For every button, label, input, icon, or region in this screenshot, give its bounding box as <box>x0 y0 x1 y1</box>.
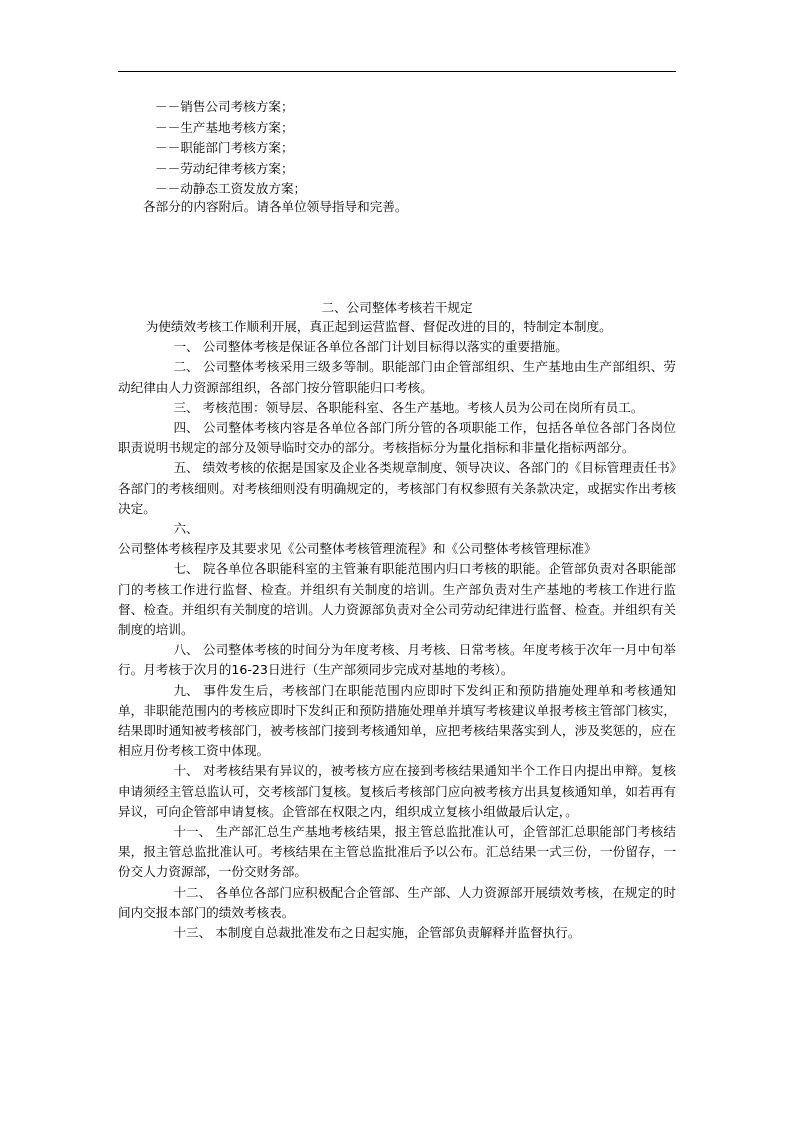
clause-text: 对考核结果有异议的，被考核方应在接到考核结果通知半个工作日内提出申辩。复核申请须经主管总监认可，交考核部门复核。复核后考核部门应向被考核方出具复核通知单，如若再有异议，可向企管部申请复核。企管部在权限之内，组织成立复核小组做最后认定，。 <box>118 763 676 819</box>
clause-number: 八、 <box>173 642 199 658</box>
clause-1 <box>118 337 676 357</box>
clause-number: 六、 <box>173 521 199 537</box>
list-item: －－职能部门考核方案； <box>155 140 294 155</box>
clause-number: 二、 <box>173 359 199 375</box>
clause-13 <box>118 923 676 943</box>
clause-text: 事件发生后，考核部门在职能范围内应即时下发纠正和预防措施处理单和考核通知单，非职能范围内的考核应即时下发纠正和预防措施处理单并填写考核建议单报考核主管部门核实，结果即时通知被考核部门，被考核部门接到考核通知单，应把考核结果落实到人，涉及奖惩的，应在相应月份考核工资中体现。 <box>118 682 676 759</box>
clause-number: 五、 <box>173 460 199 476</box>
clause-10 <box>118 761 676 822</box>
clause-number: 四、 <box>173 420 199 436</box>
clause-number: 十三、 <box>173 925 212 941</box>
clause-11 <box>118 822 676 883</box>
clause-text: 绩效考核的依据是国家及企业各类规章制度、领导决议、各部门的《目标管理责任书》各部门的考核细则。对考核细则没有明确规定的，考核部门有权参照有关条款决定，或据实作出考核决定。 <box>118 460 676 516</box>
intro-paragraph: 为使绩效考核工作顺利开展，真正起到运营监督、督促改进的目的，特制定本制度。 <box>145 319 612 334</box>
clause-number: 三、 <box>173 399 199 415</box>
clause-text: 生产部汇总生产基地考核结果，报主管总监批准认可，企管部汇总职能部门考核结果，报主管总监批准认可。考核结果在主管总监批准后予以公布。汇总结果一式三份，一份留存，一份交人力资源部，一份交财务部。 <box>118 824 676 880</box>
clause-text: 本制度自总裁批准发布之日起实施，企管部负责解释并监督执行。 <box>215 925 581 941</box>
clause-text: 考核范围：领导层、各职能科室、各生产基地。考核人员为公司在岗所有员工。 <box>202 399 644 415</box>
section-body <box>118 317 676 943</box>
clause-number: 十二、 <box>173 884 212 900</box>
clause-2 <box>118 357 676 397</box>
clause-12 <box>118 883 676 923</box>
clause-number: 十一、 <box>173 824 212 840</box>
list-note: 各部分的内容附后。请各单位领导指导和完善。 <box>143 199 408 214</box>
plan-list <box>155 97 675 200</box>
list-item: －－销售公司考核方案； <box>155 99 294 114</box>
clause-text: 各单位各部门应积极配合企管部、生产部、人力资源部开展绩效考核，在规定的时间内交报本部门的绩效考核表。 <box>118 884 676 920</box>
clause-number: 一、 <box>173 339 199 355</box>
clause-number: 七、 <box>173 561 199 577</box>
clause-7 <box>118 559 676 640</box>
clause-number: 九、 <box>173 682 199 698</box>
clause-6 <box>118 519 676 559</box>
clause-9 <box>118 681 676 762</box>
header-rule <box>118 71 676 72</box>
section-title: 二、公司整体考核若干规定 <box>321 300 473 315</box>
clause-number: 十、 <box>173 763 199 779</box>
clause-4 <box>118 418 676 458</box>
list-item: －－动静态工资发放方案； <box>155 181 307 196</box>
clause-text: 公司整体考核程序及其要求见《公司整体考核管理流程》和《公司整体考核管理标准》 <box>118 541 597 557</box>
clause-text: 院各单位各职能科室的主管兼有职能范围内归口考核的职能。企管部负责对各职能部门的考核工作进行监督、检查。并组织有关制度的培训。生产部负责对生产基地的考核工作进行监督、检查。并组织有关制度的培训。人力资源部负责对全公司劳动纪律进行监督、检查。并组织有关制度的培训。 <box>118 561 676 638</box>
clause-text: 公司整体考核的时间分为年度考核、月考核、日常考核。年度考核于次年一月中旬举行。月考核于次月的16-23日进行（生产部须同步完成对基地的考核）。 <box>118 642 676 678</box>
clause-8 <box>118 640 676 680</box>
clause-text: 公司整体考核是保证各单位各部门计划目标得以落实的重要措施。 <box>202 339 568 355</box>
clause-text: 公司整体考核内容是各单位各部门所分管的各项职能工作，包括各单位各部门各岗位职责说明书规定的部分及领导临时交办的部分。考核指标分为量化指标和非量化指标两部分。 <box>118 420 676 456</box>
clause-3 <box>118 398 676 418</box>
list-item: －－生产基地考核方案； <box>155 119 294 135</box>
clause-5 <box>118 458 676 519</box>
clause-text: 公司整体考核采用三级多等制。职能部门由企管部组织、生产基地由生产部组织、劳动纪律由人力资源部组织，各部门按分管职能归口考核。 <box>118 359 676 395</box>
list-item: －－劳动纪律考核方案； <box>155 160 294 176</box>
